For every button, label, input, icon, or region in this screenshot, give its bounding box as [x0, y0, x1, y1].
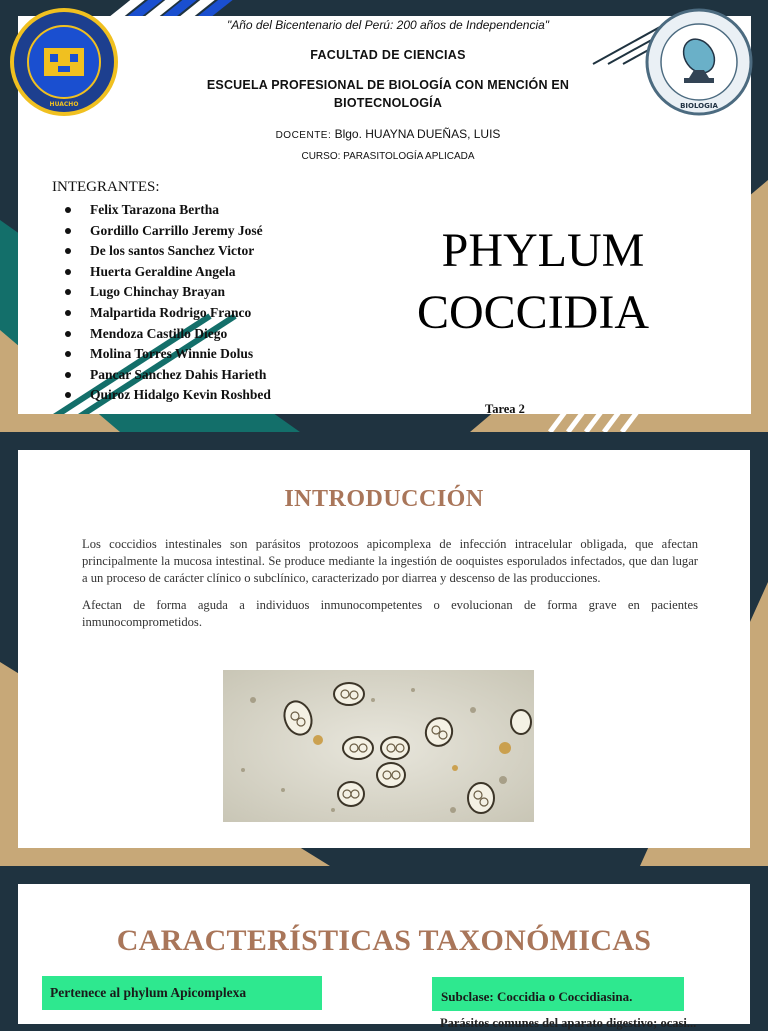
intro-paragraph-1: Los coccidios intestinales son parásitos protozoos apicomplexa de infección intracelular obligada, que afectan principalmente la mucosa intestinal. Se produce mediante la ingestión de ooquistes esporulados infectados, que dan lugar a un proceso de carácter clínico o subclínico, caracterizado por diarrea y descenso de las producciones. — [82, 537, 698, 585]
course: CURSO: PARASITOLOGÍA APLICADA — [301, 151, 475, 162]
slide3-card — [18, 884, 750, 1030]
task-label: Tarea 2 — [485, 402, 525, 416]
university-logo — [10, 8, 118, 116]
svg-text:HUACHO: HUACHO — [49, 101, 79, 108]
slide1-card — [18, 16, 751, 414]
subclass-description-partial: Parásitos comunes del aparato digestivo; ocasi... — [440, 1016, 697, 1030]
member-item: Molina Torres Winnie Dolus — [52, 344, 271, 365]
teacher-name: Blgo. HUAYNA DUEÑAS, LUIS — [331, 127, 501, 141]
school-name — [188, 76, 588, 112]
slide2-card — [18, 450, 750, 848]
intro-heading: INTRODUCCIÓN — [284, 486, 484, 512]
oocyst-micrograph — [223, 670, 534, 822]
motto: "Año del Bicentenario del Perú: 200 años de Independencia" — [226, 18, 550, 32]
faculty-name: FACULTAD DE CIENCIAS — [310, 48, 466, 62]
phylum-box: Pertenece al phylum Apicomplexa — [42, 976, 322, 1010]
member-item: Malpartida Rodrigo Franco — [52, 303, 271, 324]
school-logo — [644, 8, 754, 116]
school-name-line2: BIOTECNOLOGÍA — [333, 96, 443, 110]
members-list — [52, 200, 271, 406]
slide-title-line2: COCCIDIA — [416, 286, 649, 339]
member-item: De los santos Sanchez Victor — [52, 241, 271, 262]
member-item: Quiroz Hidalgo Kevin Roshbed — [52, 385, 271, 406]
intro-paragraph-2: Afectan de forma aguda a individuos inmunocompetentes o evolucionan de forma grave en pacientes inmunocomprometidos. — [82, 598, 698, 630]
slide-title — [368, 220, 698, 344]
member-item: Pancar Sanchez Dahis Harieth — [52, 365, 271, 386]
taxonomy-heading: CARACTERÍSTICAS TAXONÓMICAS — [116, 924, 652, 957]
member-item: Gordillo Carrillo Jeremy José — [52, 221, 271, 242]
svg-text:BIOLOGIA: BIOLOGIA — [680, 102, 718, 110]
member-item: Huerta Geraldine Angela — [52, 262, 271, 283]
member-item: Felix Tarazona Bertha — [52, 200, 271, 221]
member-item: Lugo Chinchay Brayan — [52, 282, 271, 303]
members-heading: INTEGRANTES: — [52, 179, 160, 195]
slide1-stripes — [540, 412, 660, 432]
subclass-box: Subclase: Coccidia o Coccidiasina. — [432, 977, 684, 1011]
teacher — [173, 125, 603, 143]
intro-text — [82, 536, 698, 631]
member-item: Mendoza Castillo Diego — [52, 324, 271, 345]
school-name-line1: ESCUELA PROFESIONAL DE BIOLOGÍA CON MENCIÓN EN — [206, 78, 570, 92]
teacher-label: DOCENTE: — [275, 130, 332, 141]
slide-title-line1: PHYLUM — [441, 224, 645, 277]
